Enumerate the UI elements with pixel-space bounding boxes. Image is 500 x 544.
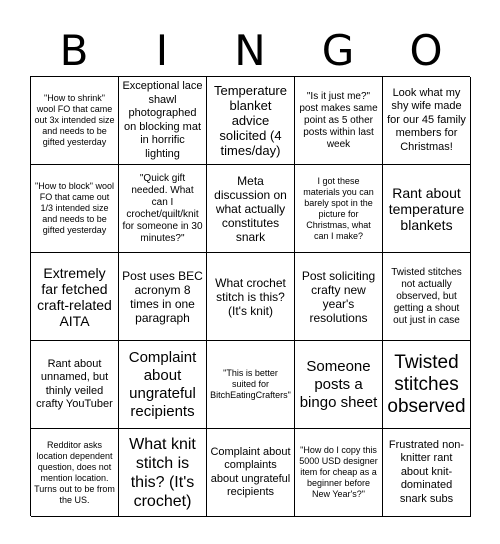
bingo-cell[interactable] [119,77,207,165]
bingo-grid [30,76,470,516]
bingo-cell[interactable] [31,341,119,429]
bingo-cell[interactable] [383,341,471,429]
bingo-cell[interactable] [295,165,383,253]
title-letter-g: G [321,26,355,75]
title-letter-o: O [409,26,443,75]
bingo-cell[interactable] [207,253,295,341]
bingo-cell[interactable] [295,341,383,429]
bingo-cell[interactable] [119,165,207,253]
cell-text: Extremely far fetched craft-related AITA [37,264,112,329]
cell-text: "How to shrink" wool FO that came out 3x intended size and needs to be gifted yesterday [34,93,115,147]
cell-text: Twisted stitches observed [387,351,466,417]
cell-text: Rant about unnamed, but thinly veiled crafty YouTuber [36,357,113,410]
cell-text: Redditor asks location dependent question, does not mention location. Turns out to be from the US. [34,439,115,505]
bingo-cell[interactable] [119,253,207,341]
cell-text: "How to block" wool FO that came out 1/3 intended size and needs to be gifted yesterday [35,181,114,235]
cell-text: Post uses BEC acronym 8 times in one paragraph [122,268,203,325]
bingo-cell[interactable] [383,165,471,253]
bingo-title [30,26,470,76]
cell-text: "Quick gift needed. What can I crochet/quilt/knit for someone in 30 minutes?" [122,172,203,244]
bingo-cell[interactable] [295,253,383,341]
cell-text: "How do I copy this 5000 USD designer item for cheap as a beginner before New Year's?" [299,445,378,499]
bingo-cell[interactable] [31,165,119,253]
cell-text: I got these materials you can barely spot in the picture for Christmas, what can I make? [303,175,374,241]
cell-text: "This is better suited for BitchEatingCrafters" [210,368,291,400]
title-letter-i: I [155,26,169,75]
cell-text: Rant about temperature blankets [388,184,465,233]
cell-text: Look what my shy wife made for our 45 family members for Christmas! [387,86,466,153]
cell-text: Post soliciting crafty new year's resolutions [301,268,376,325]
bingo-cell[interactable] [31,429,119,517]
cell-text: Frustrated non-knitter rant about knit-dominated snark subs [388,438,465,505]
bingo-cell[interactable] [31,253,119,341]
cell-text: Meta discussion on what actually constitutes snark [214,173,287,244]
bingo-cell[interactable] [119,341,207,429]
bingo-cell[interactable] [383,253,471,341]
cell-text: Exceptional lace shawl photographed on blocking mat in horrific lighting [122,80,203,160]
cell-text: Complaint about ungrateful recipients [128,348,197,420]
cell-text: What crochet stitch is this? (It's knit) [215,275,286,318]
cell-text: What knit stitch is this? (It's crochet) [129,435,196,510]
bingo-cell[interactable] [383,77,471,165]
bingo-cell[interactable] [207,429,295,517]
cell-text: Temperature blanket advice solicited (4 times/day) [214,83,287,158]
bingo-cell[interactable] [119,429,207,517]
bingo-cell[interactable] [295,429,383,517]
cell-text: Complaint about complaints about ungrateful recipients [210,445,291,498]
cell-text: Twisted stitches not actually observed, but getting a shout out just in case [391,266,462,326]
bingo-cell[interactable] [207,165,295,253]
bingo-cell[interactable] [207,341,295,429]
bingo-cell[interactable] [207,77,295,165]
title-letter-b: B [59,26,89,75]
cell-text: "Is it just me?" post makes same point as 5 other posts within last week [299,90,378,150]
bingo-cell[interactable] [383,429,471,517]
bingo-cell[interactable] [295,77,383,165]
cell-text: Someone posts a bingo sheet [299,357,378,411]
bingo-cell[interactable] [31,77,119,165]
title-letter-n: N [234,26,266,75]
